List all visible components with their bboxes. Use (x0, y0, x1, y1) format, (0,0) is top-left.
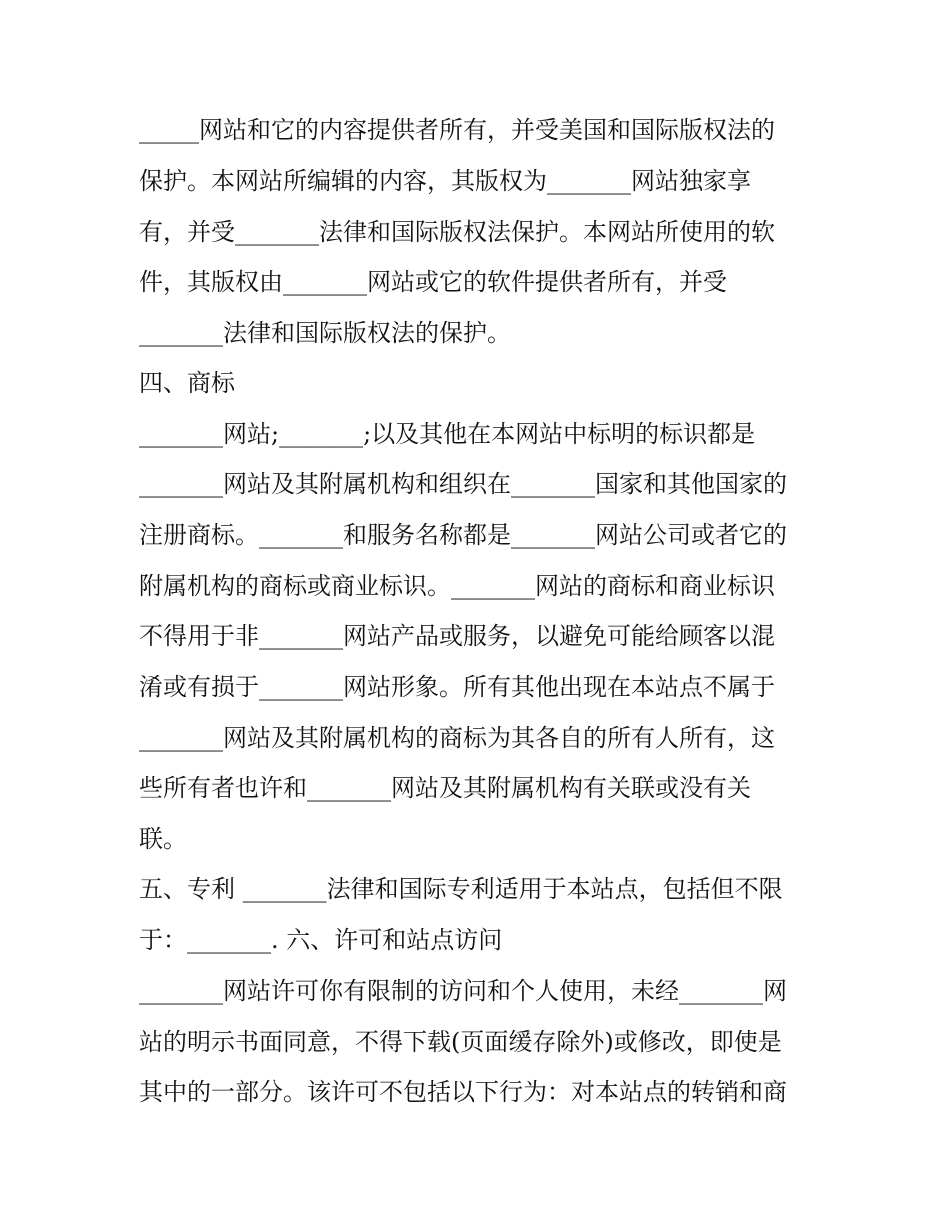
text-line-7: _______网站;_______;以及其他在本网站中标明的标识都是 (139, 420, 756, 448)
text-line-10: 附属机构的商标或商业标识。_______网站的商标和商业标识 (139, 572, 775, 600)
text-line-19: 站的明示书面同意，不得下载(页面缓存除外)或修改，即使是 (139, 1028, 782, 1056)
text-line-15: 联。 (139, 825, 187, 853)
text-line-2: 保护。本网站所编辑的内容，其版权为_______网站独家享 (139, 167, 751, 195)
text-line-1: _____网站和它的内容提供者所有，并受美国和国际版权法的 (139, 116, 775, 144)
text-line-5: _______法律和国际版权法的保护。 (139, 319, 511, 347)
text-line-20: 其中的一部分。该许可不包括以下行为：对本站点的转销和商 (139, 1078, 787, 1106)
text-line-14: 些所有者也许和_______网站及其附属机构有关联或没有关 (139, 774, 751, 802)
text-line-8: _______网站及其附属机构和组织在_______国家和其他国家的 (139, 470, 787, 498)
text-line-18: _______网站许可你有限制的访问和个人使用，未经_______网 (139, 977, 787, 1005)
text-line-11: 不得用于非_______网站产品或服务，以避免可能给顾客以混 (139, 622, 775, 650)
section-heading-trademark: 四、商标 (139, 369, 235, 397)
text-line-12: 淆或有损于_______网站形象。所有其他出现在本站点不属于 (139, 673, 775, 701)
text-line-4: 件，其版权由_______网站或它的软件提供者所有，并受 (139, 268, 727, 296)
text-line-3: 有，并受_______法律和国际版权法保护。本网站所使用的软 (139, 218, 775, 246)
section-heading-patent: 五、专利 _______法律和国际专利适用于本站点，包括但不限 (139, 875, 783, 903)
text-line-9: 注册商标。_______和服务名称都是_______网站公司或者它的 (139, 521, 787, 549)
text-line-17: 于：_______. 六、许可和站点访问 (139, 926, 503, 954)
text-line-13: _______网站及其附属机构的商标为其各自的所有人所有，这 (139, 724, 775, 752)
